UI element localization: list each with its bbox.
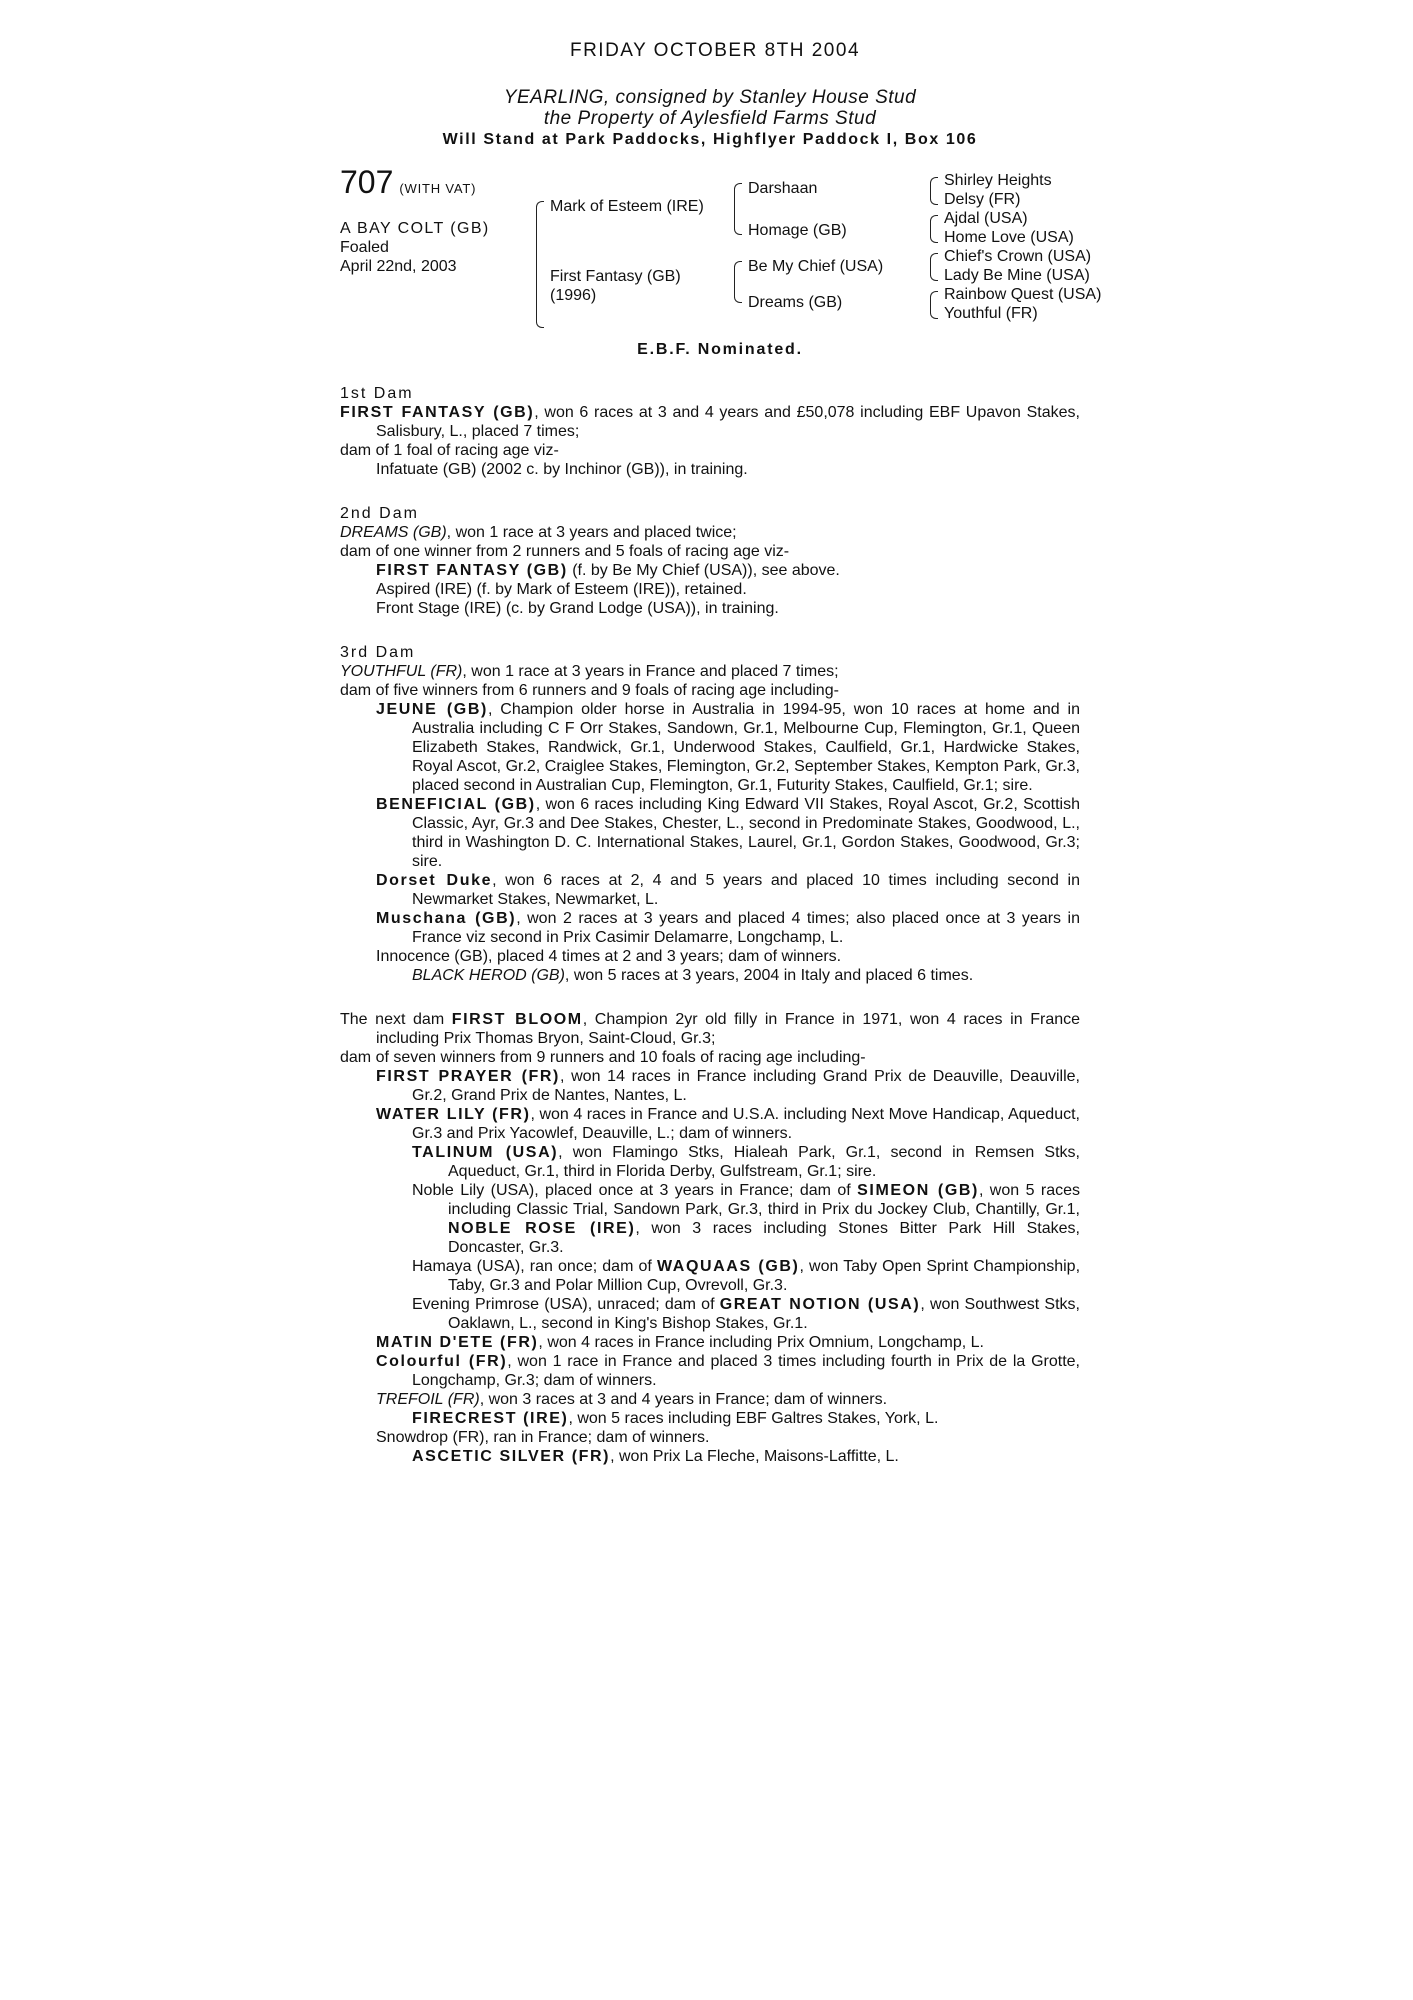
pedigree-dam-dam: Dreams (GB) [748, 294, 843, 311]
produce-evening-primrose: Evening Primrose (USA), unraced; dam of GREAT NOTION (USA), won Southwest Stks, Oaklawn, L., second in King's Bishop Stakes, Gr.1. [412, 1296, 1080, 1332]
produce-noble-lily: Noble Lily (USA), placed once at 3 years in France; dam of SIMEON (GB), won 5 races including Classic Trial, Sandown Park, Gr.3, third in Prix du Jockey Club, Chantilly, Gr.1, NOBLE ROSE (IRE), won 3 races including Stones Bitter Park Hill Stakes, Doncaster, Gr.3. [412, 1182, 1081, 1256]
third-dam-foals: dam of five winners from 6 runners and 9 foals of racing age including- [340, 682, 839, 699]
pedigree-g6: Lady Be Mine (USA) [944, 267, 1090, 284]
pedigree-sire: Mark of Esteem (IRE) [550, 198, 704, 215]
third-dam-record: YOUTHFUL (FR), won 1 race at 3 years in France and placed 7 times; [340, 663, 839, 680]
third-dam-section [340, 643, 1080, 985]
produce-muschana: Muschana (GB), won 2 races at 3 years and placed 4 times; also placed once at 3 years in France viz second in Prix Casimir Delamarre, Longchamp, L. [376, 910, 1080, 946]
third-dam-name: YOUTHFUL (FR) [340, 663, 463, 680]
g3-brace-1 [930, 177, 938, 205]
produce-talinum: TALINUM (USA), won Flamingo Stks, Hialeah Park, Gr.1, second in Remsen Stks, Aqueduct, Gr.1, third in Florida Derby, Gulfstream, Gr.1; sire. [412, 1144, 1080, 1180]
produce-first-prayer: FIRST PRAYER (FR), won 14 races in France including Grand Prix de Deauville, Deauville, Gr.2, Grand Prix de Nantes, Nantes, L. [376, 1068, 1081, 1104]
ebf-nominated: E.B.F. Nominated. [637, 341, 803, 358]
dam-line-brace [734, 261, 742, 303]
pedigree-sire-sire: Darshaan [748, 180, 818, 197]
lot-number-line [340, 164, 477, 200]
pedigree-dam-sire: Be My Chief (USA) [748, 258, 884, 275]
second-dam-produce-3: Front Stage (IRE) (c. by Grand Lodge (USA)), in training. [376, 600, 779, 617]
produce-dorset-duke: Dorset Duke, won 6 races at 2, 4 and 5 years and placed 10 times including second in Newmarket Stakes, Newmarket, L. [376, 872, 1080, 908]
pedigree-g5: Chief's Crown (USA) [944, 248, 1092, 265]
foaled-label: Foaled [340, 239, 389, 256]
produce-snowdrop: Snowdrop (FR), ran in France; dam of winners. [376, 1429, 710, 1446]
next-dam-section [340, 1010, 1080, 1466]
first-dam-section [340, 384, 1080, 479]
pedigree-dam-year: (1996) [550, 287, 597, 304]
first-dam-record: FIRST FANTASY (GB), won 6 races at 3 and 4 years and £50,078 including EBF Upavon Stakes, Salisbury, L., placed 7 times; [340, 404, 1080, 440]
first-dam-heading: 1st Dam [340, 385, 414, 402]
lot-description: A BAY COLT (GB) [340, 220, 490, 237]
g3-brace-4 [930, 291, 938, 319]
sale-date: FRIDAY OCTOBER 8TH 2004 [569, 40, 861, 61]
produce-innocence: Innocence (GB), placed 4 times at 2 and 3 years; dam of winners. [376, 948, 842, 965]
produce-ascetic-silver: ASCETIC SILVER (FR), won Prix La Fleche, Maisons-Laffitte, L. [412, 1448, 899, 1465]
vat-note: (WITH VAT) [399, 181, 477, 196]
produce-beneficial: BENEFICIAL (GB), won 6 races including King Edward VII Stakes, Royal Ascot, Gr.2, Scottish Classic, Ayr, Gr.3 and Dee Stakes, Chester, L., second in Predominate Stakes, Goodwood, L., third in Washington D. C. International Stakes, Laurel, Gr.1, Gordon Stakes, Goodwood, Gr.3; sire. [376, 796, 1081, 870]
pedigree-g7: Rainbow Quest (USA) [944, 286, 1102, 303]
second-dam-section [340, 504, 1080, 618]
sire-dam-brace [536, 201, 544, 328]
g3-brace-3 [930, 253, 938, 281]
second-dam-foals: dam of one winner from 2 runners and 5 foals of racing age viz- [340, 543, 790, 560]
g3-brace-2 [930, 215, 938, 243]
produce-firecrest: FIRECREST (IRE), won 5 races including EBF Galtres Stakes, York, L. [412, 1410, 939, 1427]
first-dam-name: FIRST FANTASY (GB) [340, 404, 535, 421]
pedigree-block [340, 164, 1102, 341]
pedigree-g2: Delsy (FR) [944, 191, 1021, 208]
produce-trefoil: TREFOIL (FR), won 3 races at 3 and 4 years in France; dam of winners. [376, 1391, 888, 1408]
next-dam-foals: dam of seven winners from 9 runners and 10 foals of racing age including- [340, 1049, 866, 1066]
sire-line-brace [734, 183, 742, 235]
produce-black-herod: BLACK HEROD (GB), won 5 races at 3 years, 2004 in Italy and placed 6 times. [412, 967, 974, 984]
second-dam-produce-1: FIRST FANTASY (GB) (f. by Be My Chief (USA)), see above. [376, 562, 840, 579]
second-dam-produce-2: Aspired (IRE) (f. by Mark of Esteem (IRE)), retained. [376, 581, 747, 598]
produce-water-lily: WATER LILY (FR), won 4 races in France and U.S.A. including Next Move Handicap, Aqueduct, Gr.3 and Prix Yacowlef, Deauville, L.; dam of winners. [376, 1106, 1080, 1142]
pedigree-sire-dam: Homage (GB) [748, 222, 847, 239]
first-dam-foals: dam of 1 foal of racing age viz- [340, 442, 559, 459]
pedigree-g3: Ajdal (USA) [944, 210, 1028, 227]
third-dam-heading: 3rd Dam [340, 644, 416, 661]
pedigree-dam: First Fantasy (GB) [550, 268, 681, 285]
pedigree-g8: Youthful (FR) [944, 305, 1038, 322]
stand-location: Will Stand at Park Paddocks, Highflyer Paddock I, Box 106 [442, 131, 978, 148]
consignor-line: YEARLING, consigned by Stanley House Stud [503, 87, 917, 108]
next-dam-name: FIRST BLOOM [451, 1011, 583, 1028]
next-dam-record: The next dam FIRST BLOOM, Champion 2yr old filly in France in 1971, won 4 races in France including Prix Thomas Bryon, Saint-Cloud, Gr.3; [340, 1011, 1081, 1047]
catalogue-page [340, 40, 1102, 1466]
produce-jeune: JEUNE (GB), Champion older horse in Australia in 1994-95, won 10 races at home and in Australia including C F Orr Stakes, Sandown, Gr.1, Melbourne Cup, Flemington, Gr.1, Queen Elizabeth Stakes, Randwick, Gr.1, Underwood Stakes, Caulfield, Gr.1, Hardwicke Stakes, Royal Ascot, Gr.2, Craiglee Stakes, Flemington, Gr.2, September Stakes, Kempton Park, Gr.3, placed second in Australian Cup, Flemington, Gr.1, Futurity Stakes, Caulfield, Gr.1; sire. [376, 701, 1081, 794]
foaled-date: April 22nd, 2003 [340, 258, 457, 275]
second-dam-name: DREAMS (GB) [340, 524, 447, 541]
produce-colourful: Colourful (FR), won 1 race in France and placed 3 times including fourth in Prix de la Grotte, Longchamp, Gr.3; dam of winners. [376, 1353, 1080, 1389]
produce-matin-dete: MATIN D'ETE (FR), won 4 races in France including Prix Omnium, Longchamp, L. [376, 1334, 984, 1351]
first-dam-produce: Infatuate (GB) (2002 c. by Inchinor (GB)), in training. [376, 461, 748, 478]
second-dam-record: DREAMS (GB), won 1 race at 3 years and placed twice; [340, 524, 737, 541]
second-dam-heading: 2nd Dam [340, 505, 419, 522]
pedigree-g4: Home Love (USA) [944, 229, 1074, 246]
pedigree-g1: Shirley Heights [944, 172, 1052, 189]
lot-number: 707 [340, 164, 394, 200]
owner-line: the Property of Aylesfield Farms Stud [543, 108, 877, 129]
produce-hamaya: Hamaya (USA), ran once; dam of WAQUAAS (GB), won Taby Open Sprint Championship, Taby, Gr.3 and Polar Million Cup, Ovrevoll, Gr.3. [412, 1258, 1081, 1294]
